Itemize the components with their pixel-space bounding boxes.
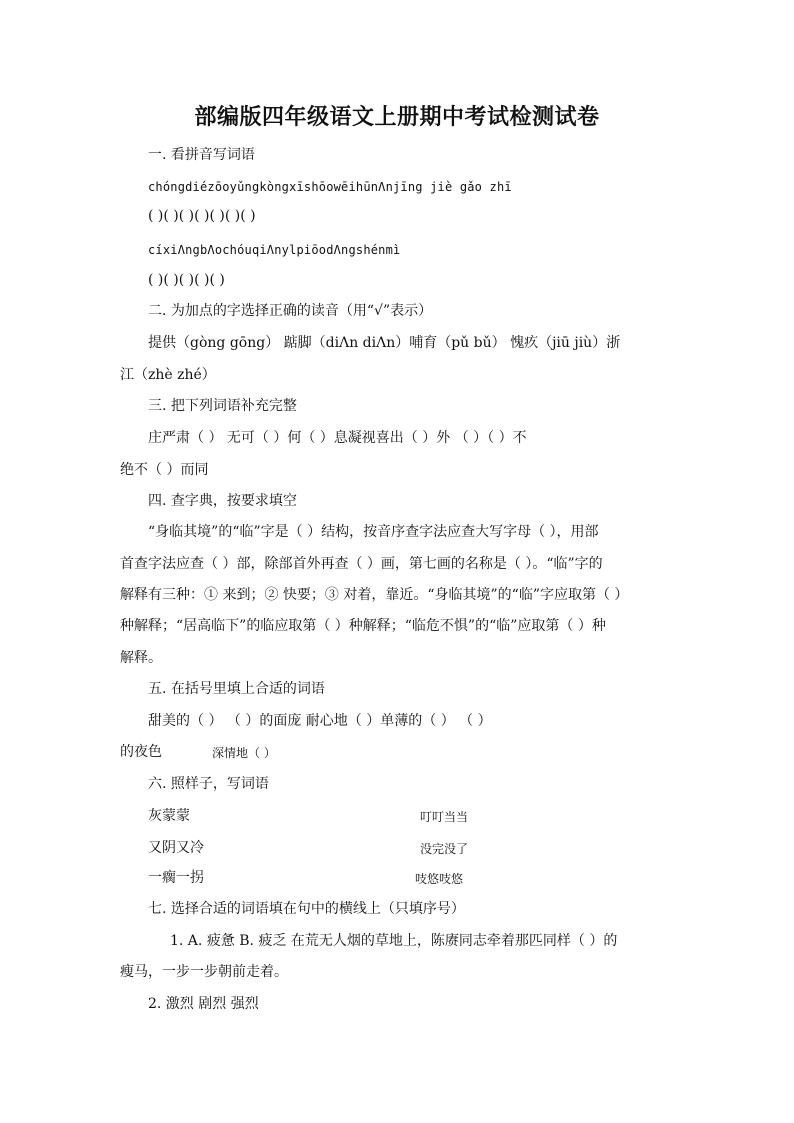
section-5-line-2a: 的夜色	[120, 744, 162, 760]
example-word-left-2: 又阴又冷	[148, 840, 204, 856]
question-1-continued: 瘦马，一步一步朝前走着。	[120, 964, 288, 980]
section-5-line-2b: 深情地（ ）	[212, 746, 276, 760]
section-5-heading: 五. 在括号里填上合适的词语	[148, 681, 325, 697]
section-4-line-4: 种解释；“居高临下”的临应取第（ ）种解释；“临危不惧”的“临”应取第（ ）种	[120, 618, 606, 634]
question-1: 1. A. 疲惫 B. 疲乏 在荒无人烟的草地上，陈赓同志牵着那匹同样（ ）的	[170, 933, 618, 949]
pinyin-line-2: cíxiΛngbΛochóuqiΛnylpiōodΛngshénmì	[148, 243, 401, 257]
section-1-heading: 一. 看拼音写词语	[148, 147, 255, 163]
section-4-line-1: “身临其境”的“临”字是（ ）结构，按音序查字法应查大写字母（ ），用部	[148, 524, 599, 540]
example-word-left-3: 一瘸一拐	[148, 870, 204, 886]
example-word-right-3: 吱悠吱悠	[415, 872, 464, 886]
section-4-line-3: 解释有三种：① 来到；② 快要；③ 对着，靠近。“身临其境”的“临”字应取第（ ）	[120, 587, 629, 603]
section-3-line-2: 绝不（ ）而同	[120, 462, 209, 478]
section-7-heading: 七. 选择合适的词语填在句中的横线上（只填序号）	[148, 901, 465, 917]
pinyin-line-1: chóngdiézōoyǔngkòngxīshōowēihūnΛnjīng jiè gǎo zhī	[148, 180, 512, 194]
question-2: 2. 激烈 剧烈 强烈	[148, 996, 259, 1012]
example-word-right-1: 叮叮当当	[420, 810, 469, 824]
page-title: 部编版四年级语文上册期中考试检测试卷	[194, 104, 600, 130]
section-6-heading: 六. 照样子，写词语	[148, 776, 269, 792]
section-4-line-5: 解释。	[120, 650, 162, 666]
section-2-line-2: 江（zhè zhé）	[120, 367, 216, 383]
section-2-line-1: 提供（gòng gōng） 踮脚（diΛn diΛn）哺育（pǔ bǔ） 愧疚（jiū jiù）浙	[148, 335, 621, 351]
section-4-heading: 四. 查字典，按要求填空	[148, 493, 297, 509]
section-5-line-1: 甜美的（ ） （ ）的面庞 耐心地（ ）单薄的（ ） （ ）	[148, 713, 492, 729]
answer-blanks-1: ( )( )( )( )( )( )( )	[148, 208, 256, 224]
section-2-heading: 二. 为加点的字选择正确的读音（用“√”表示）	[148, 303, 433, 319]
section-3-line-1: 庄严肃（ ） 无可（ ）何（ ）息凝视喜出（ ）外 （ ）（ ）不	[148, 430, 527, 446]
example-word-right-2: 没完没了	[420, 842, 469, 856]
section-3-heading: 三. 把下列词语补充完整	[148, 398, 297, 414]
example-word-left-1: 灰蒙蒙	[148, 808, 190, 824]
answer-blanks-2: ( )( )( )( )( )	[148, 272, 225, 288]
section-4-line-2: 首查字法应查（ ）部，除部首外再查（ ）画，第七画的名称是（ ）。“临”字的	[120, 556, 603, 572]
